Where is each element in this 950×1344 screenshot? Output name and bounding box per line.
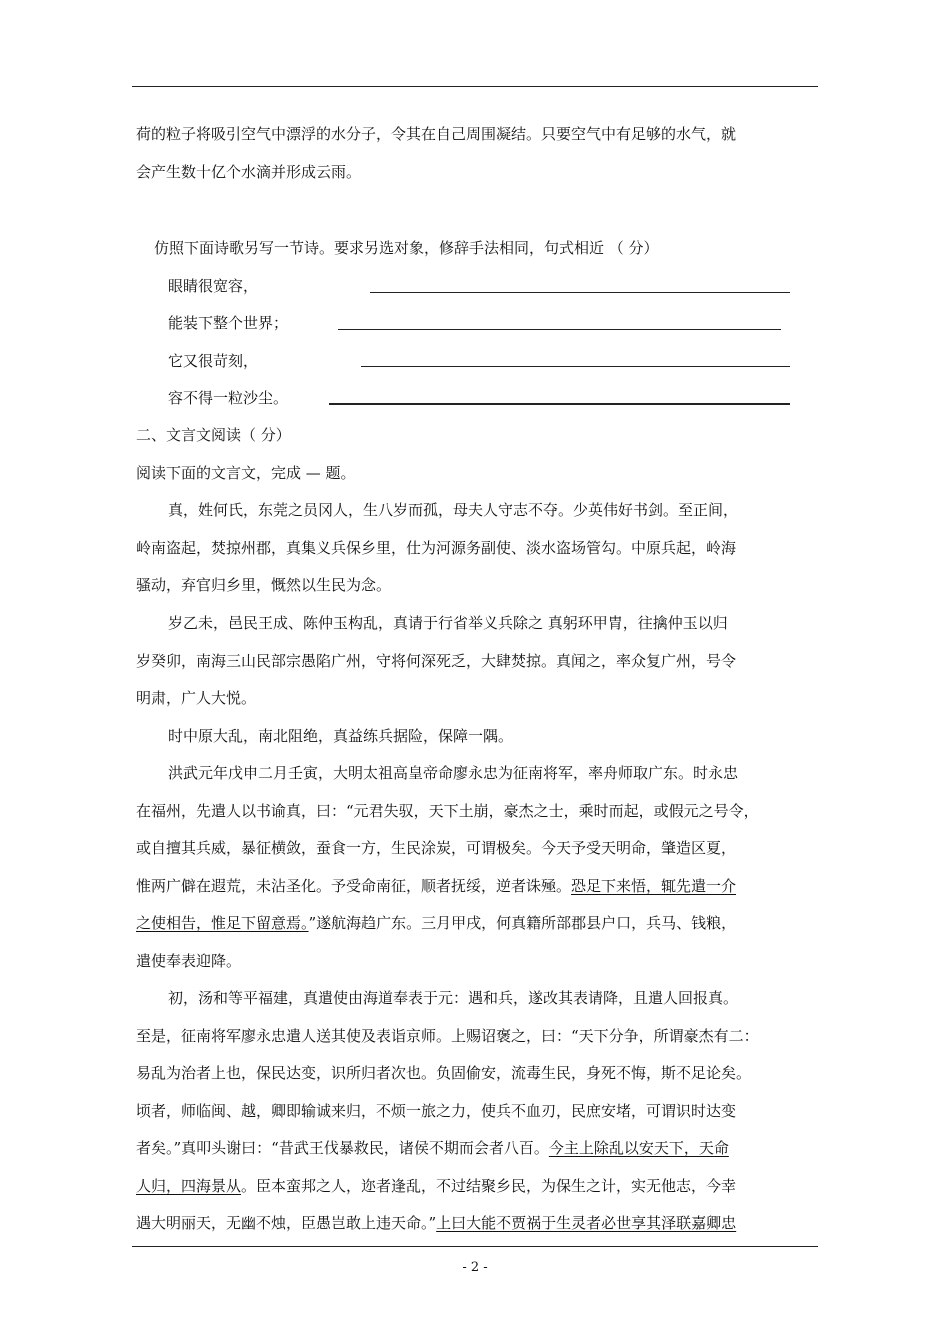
text-line: 骚动，弃官归乡里，慨然以生民为念。 — [136, 576, 392, 594]
text-span: 。臣本蛮邦之人，迩者逢乱，不过结聚乡民，为保生之计，实无他志，今幸 — [241, 1177, 737, 1195]
text-line — [136, 1138, 816, 1158]
text-line — [136, 876, 816, 896]
text-line: 或自擅其兵威，暴征横敛，蚕食一方，生民涂炭，可谓极矣。今天予受天明命，肇造区夏， — [136, 839, 737, 857]
text-line: 至是，征南将军廖永忠遣人送其使及表诣京师。上赐诏褒之，曰：“天下分争，所谓豪杰有二： — [136, 1027, 759, 1045]
text-line — [136, 1176, 816, 1196]
text-span: 遇大明丽天，无幽不烛，臣愚岂敢上违天命。” — [136, 1214, 437, 1232]
text-span: 惟两广僻在遐荒，未沾圣化。予受命南征，顺者抚绥，逆者诛殛。 — [136, 877, 572, 895]
text-line: 初，汤和等平福建，真遣使由海道奉表于元：遇和兵，遂改其表请降，且遣人回报真。 — [168, 989, 739, 1007]
reading-instruction: 阅读下面的文言文，完成 — 题。 — [136, 464, 356, 482]
text-line: 顷者，师临闽、越，卿即输诚来归，不烦一旅之力，使兵不血刃，民庶安堵，可谓识时达变 — [136, 1102, 737, 1120]
text-line: 岁癸卯，南海三山民部宗愚陷广州，守将何深死乏，大肆焚掠。真闻之，率众复广州，号令 — [136, 652, 737, 670]
answer-blank-3[interactable] — [361, 366, 790, 367]
poem-line-1: 眼睛很宽容， — [168, 277, 259, 295]
underlined-sentence: 之使相告，惟足下留意焉。 — [136, 914, 309, 932]
text-line: 易乱为治者上也，保民达变，识所归者次也。负固偷安，流毒生民，身死不悔，斯不足论矣。 — [136, 1064, 752, 1082]
answer-blank-1[interactable] — [370, 292, 790, 293]
poem-line-2: 能装下整个世界； — [168, 314, 289, 332]
text-line: 岁乙未，邑民王成、陈仲玉构乱，真请于行省举义兵除之 真躬环甲胄，往擒仲玉以归 — [168, 614, 728, 632]
underlined-sentence: 恐足下来悟，辄先遣一介 — [571, 877, 737, 895]
text-line: 真，姓何氏，东莞之员冈人，生八岁而孤，母夫人守志不夺。少英伟好书剑。至正间， — [168, 501, 739, 519]
text-line — [136, 1213, 816, 1233]
text-line: 洪武元年戊申二月壬寅，大明太祖高皇帝命廖永忠为征南将军，率舟师取广东。时永忠 — [168, 764, 739, 782]
text-span: 者矣。”真叩头谢曰：“昔武王伐暴救民，诸侯不期而会者八百。 — [136, 1139, 549, 1157]
text-line: 荷的粒子将吸引空气中漂浮的水分子，令其在自己周围凝结。只要空气中有足够的水气，就 — [136, 125, 737, 143]
text-line: 遣使奉表迎降。 — [136, 952, 242, 970]
text-line: 会产生数十亿个水滴并形成云雨。 — [136, 163, 362, 181]
text-line: 时中原大乱，南北阻绝，真益练兵据险，保障一隅。 — [168, 727, 514, 745]
text-line: 岭南盗起，焚掠州郡，真集义兵保乡里，仕为河源务副使、淡水盗场管勾。中原兵起，岭海 — [136, 539, 737, 557]
answer-blank-2[interactable] — [338, 329, 781, 330]
poem-line-3: 它又很苛刻， — [168, 352, 259, 370]
underlined-sentence: 上曰大能不贾祸于生灵者必世享其泽联嘉卿忠 — [436, 1214, 737, 1232]
underlined-sentence: 人归，四海景从 — [136, 1177, 242, 1195]
underlined-sentence: 今主上除乱以安天下，天命 — [548, 1139, 729, 1157]
header-rule — [132, 86, 818, 87]
text-span: ”遂航海趋广东。三月甲戌，何真籍所部郡县户口，兵马、钱粮， — [308, 914, 737, 932]
text-line: 明肃，广人大悦。 — [136, 689, 257, 707]
text-line — [136, 913, 816, 933]
section-heading: 二、文言文阅读（ 分） — [136, 426, 291, 444]
answer-blank-4[interactable] — [329, 403, 790, 405]
page-number: - 2 - — [462, 1260, 488, 1275]
footer-rule — [132, 1246, 818, 1247]
poem-line-4: 容不得一粒沙尘。 — [168, 389, 289, 407]
question-instruction: 仿照下面诗歌另写一节诗。要求另选对象，修辞手法相同，句式相近 （ 分） — [154, 239, 659, 257]
text-line: 在福州，先遣人以书谕真，曰：“元君失驭，天下土崩，豪杰之士，乘时而起，或假元之号令， — [136, 802, 759, 820]
